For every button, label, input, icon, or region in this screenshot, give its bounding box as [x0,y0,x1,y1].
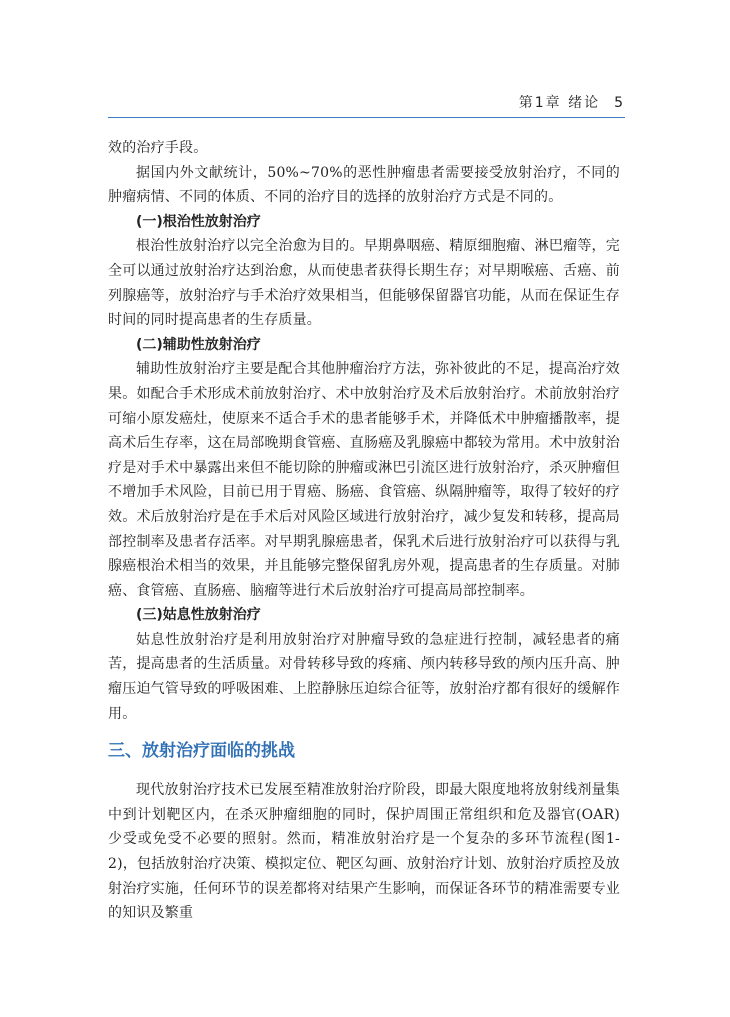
subheading-adjuvant: (二)辅助性放射治疗 [136,336,261,353]
subheading-palliative: (三)姑息性放射治疗 [136,607,261,624]
paragraph-continuation: 效的治疗手段。 [108,140,208,156]
running-header [108,92,625,120]
page-number: 5 [614,95,625,111]
paragraph-statistics: 据国内外文献统计，50%~70%的恶性肿瘤患者需要接受放射治疗，不同的肿瘤病情、不同的体质、不同的治疗目的选择的放射治疗方式是不同的。 [108,164,620,206]
header-rule [108,117,625,118]
paragraph-challenges: 现代放射治疗技术已发展至精准放射治疗阶段，即最大限度地将放射线剂量集中到计划靶区内，在杀灭肿瘤细胞的同时，保护周围正常组织和危及器官(OAR)少受或免受不必要的照射。然而，精准放射治疗是一个复杂的多环节流程(图1-2)，包括放射治疗决策、模拟定位、靶区勾画、放射治疗计划、放射治疗质控及放射治疗实施，任何环节的误差都将对结果产生影响，而保证各环节的精准需要专业的知识及繁重 [108,782,620,922]
paragraph-adjuvant: 辅助性放射治疗主要是配合其他肿瘤治疗方法，弥补彼此的不足，提高治疗效果。如配合手术形成术前放射治疗、术中放射治疗及术后放射治疗。术前放射治疗可缩小原发癌灶，使原来不适合手术的患者能够手术，并降低术中肿瘤播散率，提高术后生存率，这在局部晚期食管癌、直肠癌及乳腺癌中都较为常用。术中放射治疗是对手术中暴露出来但不能切除的肿瘤或淋巴引流区进行放射治疗，杀灭肿瘤但不增加手术风险，目前已用于胃癌、肠癌、食管癌、纵隔肿瘤等，取得了较好的疗效。术后放射治疗是在手术后对风险区域进行放射治疗，减少复发和转移，提高局部控制率及患者存活率。对早期乳腺癌患者，保乳术后进行放射治疗可以获得与乳腺癌根治术相当的效果，并且能够完整保留乳房外观，提高患者的生存质量。对肺癌、食管癌、直肠癌、脑瘤等进行术后放射治疗可提高局部控制率。 [108,361,620,599]
page-body [108,136,620,926]
running-head [519,92,625,112]
section-heading-challenges: 三、放射治疗面临的挑战 [108,741,295,762]
subheading-radical: (一)根治性放射治疗 [136,213,261,230]
paragraph-radical: 根治性放射治疗以完全治愈为目的。早期鼻咽癌、精原细胞瘤、淋巴瘤等，完全可以通过放射治疗达到治愈，从而使患者获得长期生存；对早期喉癌、舌癌、前列腺癌等，放射治疗与手术治疗效果相当，但能够保留器官功能，从而在保证生存时间的同时提高患者的生存质量。 [108,238,620,329]
chapter-title: 第1章 绪论 [518,95,601,111]
paragraph-palliative: 姑息性放射治疗是利用放射治疗对肿瘤导致的急症进行控制，减轻患者的痛苦，提高患者的生活质量。对骨转移导致的疼痛、颅内转移导致的颅内压升高、肿瘤压迫气管导致的呼吸困难、上腔静脉压迫综合征等，放射治疗都有很好的缓解作用。 [108,631,620,722]
